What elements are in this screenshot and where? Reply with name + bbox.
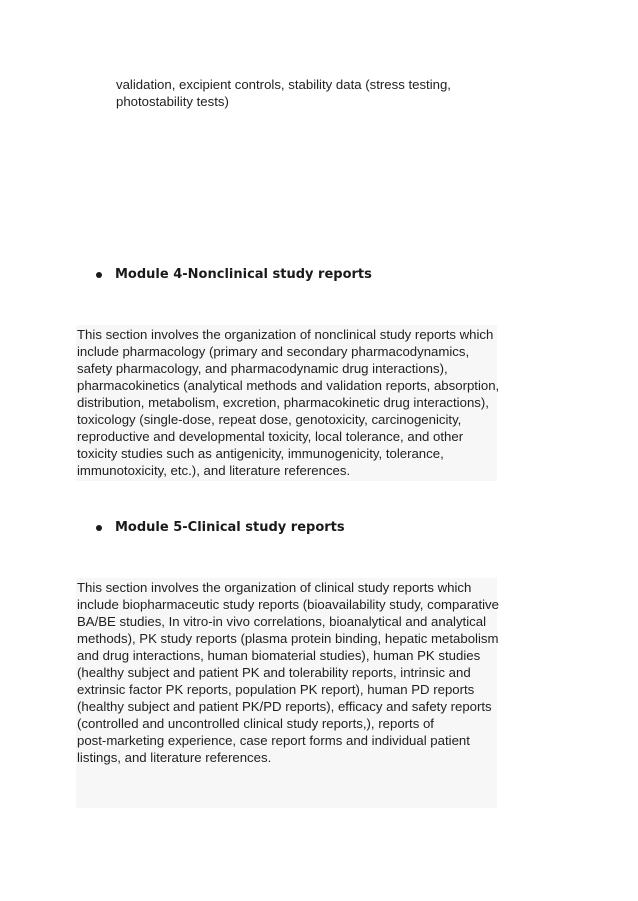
text-line: extrinsic factor PK reports, population PK report), human PD reports [77,682,475,697]
text-line: post-marketing experience, case report forms and individual patient [77,733,470,748]
module4-heading-text: Module 4-Nonclinical study reports [115,267,372,282]
text-line: reproductive and developmental toxicity, local tolerance, and other [77,429,464,444]
module4-description [76,325,500,481]
text-line: methods), PK study reports (plasma protein binding, hepatic metabolism [77,631,499,646]
text-line: (healthy subject and patient PK/PD reports), efficacy and safety reports [77,699,492,714]
text-line: include pharmacology (primary and secondary pharmacodynamics, [77,344,470,359]
text-line: This section involves the organization of clinical study reports which [77,580,472,595]
module5-description [76,578,497,808]
text-line: (controlled and uncontrolled clinical study reports,), reports of [77,716,434,731]
module5-heading [96,520,345,535]
text-line: distribution, metabolism, excretion, pharmacokinetic drug interactions), [77,395,489,410]
text-line: safety pharmacology, and pharmacodynamic drug interactions), [77,361,448,376]
bullet-icon [96,525,102,531]
text-line: and drug interactions, human biomaterial studies), human PK studies [77,648,481,663]
text-line: BA/BE studies, In vitro-in vivo correlations, bioanalytical and analytical [77,614,487,629]
continuation-text [116,76,516,110]
text-line: toxicity studies such as antigenicity, immunogenicity, tolerance, [77,446,444,461]
text-line: include biopharmaceutic study reports (bioavailability study, comparative [77,597,499,612]
text-line: pharmacokinetics (analytical methods and validation reports, absorption, [77,378,500,393]
text-line: This section involves the organization of nonclinical study reports which [77,327,494,342]
text-line: listings, and literature references. [77,750,272,765]
text-line: immunotoxicity, etc.), and literature references. [77,463,351,478]
module5-heading-text: Module 5-Clinical study reports [115,520,345,535]
text-line: validation, excipient controls, stability data (stress testing, [116,77,451,92]
text-line: (healthy subject and patient PK and tolerability reports, intrinsic and [77,665,471,680]
module4-heading [96,267,372,282]
text-line: photostability tests) [116,94,229,109]
text-line: toxicology (single-dose, repeat dose, genotoxicity, carcinogenicity, [77,412,462,427]
bullet-icon [96,272,102,278]
